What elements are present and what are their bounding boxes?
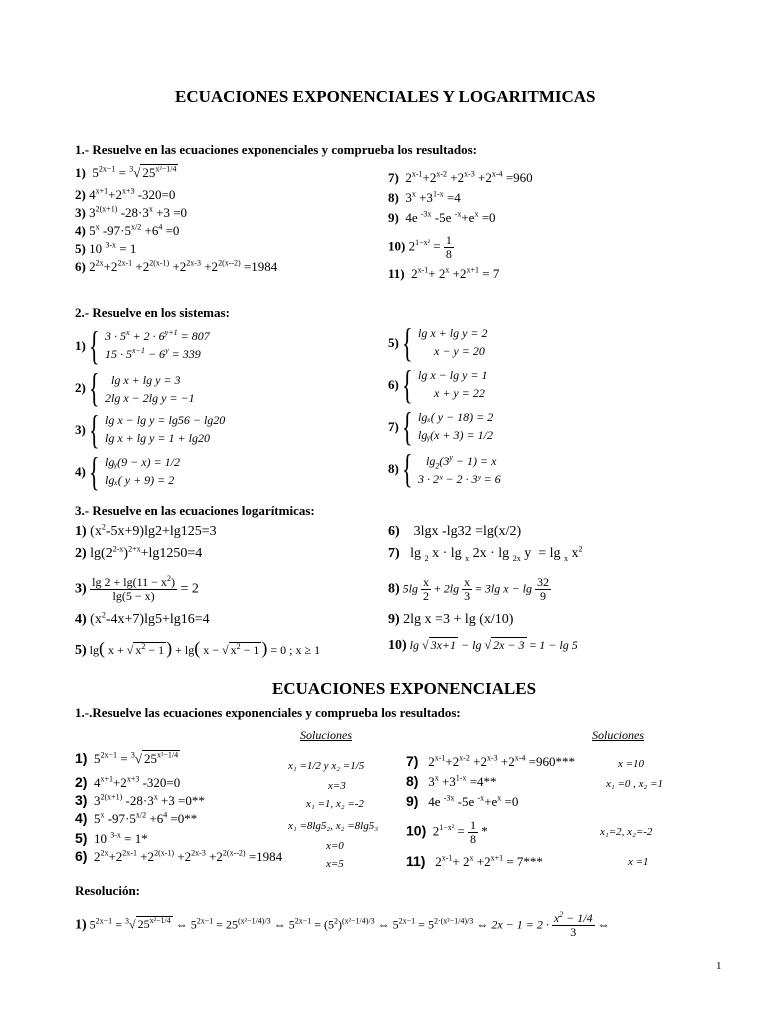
sec1-eq-2: 2) $4^{x+1}+2^{x+3}$ -320=0 bbox=[75, 186, 176, 202]
sec3-eq-1: 1) $(x^2-5x+9)\lg 2+\lg 125=3$ bbox=[75, 522, 217, 539]
sec4-eq-10: 10) $2^{1-x^2}$ = $\frac{1}{8}$ * bbox=[406, 818, 488, 846]
sec4-eq-1: 1) $5^{2x-1} = ^3√$ $25^{x^2-1/4}$ bbox=[75, 750, 179, 766]
sec4-right bbox=[406, 753, 575, 873]
sec4-sol-11: x =1 bbox=[628, 856, 649, 868]
section-2-heading: 2.- Resuelve en los sistemas: bbox=[75, 305, 230, 320]
sec1-eq-10: 10) $2^{1-x^2}$ = $\frac{1}{8}$ bbox=[388, 233, 452, 261]
sec1-eq-11: 11) $2^{x-1}+ 2^x +2^{x+1} = 7$ bbox=[388, 265, 500, 281]
resolution-step-1: 1) $5^{2x-1} = ^3√$ $25^{x^2-1/4}$ ⇔ $5^{2x-1} = 25^{(x^2-1/4)/3}$ ⇔ $5^{2x-1} = (5^2)^{(x^2-1/4)/3}$ ⇔ $5^{2x-1} = 5^{2\cdot(x^2-1/4)/3}$ ⇔ 2x − 1 = 2 · $\frac{x^2 - 1/4}{3}$ ⇔ bbox=[75, 910, 610, 939]
sec3-eq-7: 7) lg $_2$ x · lg $_x$ 2x · lg $_{2x}$ y = lg $_x$ $x^2$ bbox=[388, 544, 583, 563]
sec4-sol-6: x=5 bbox=[326, 858, 344, 870]
sec3-eq-2: 2) $\lg(2^{2-x})^{2+x}+\lg 1250=4$ bbox=[75, 544, 203, 561]
sec4-sol-1: x₁ =1/2 y x₂ =1/5 bbox=[288, 760, 365, 772]
sec4-eq-6: 6) $2^{2x}+2^{2x-1} +2^{2(x-1)} +2^{2x-3} +2^{2(x--2)} =1984$ bbox=[75, 848, 283, 864]
sec4-sol-5: x=0 bbox=[326, 840, 344, 852]
sec3-eq-10: 10) lg √ 3x+1 − lg √ 2x − 3 = 1 − lg 5 bbox=[388, 638, 578, 653]
sec3-eq-8: 8) 5lg $\frac{x}{2}$ + 2lg $\frac{x}{3}$ = 3lg x − lg $\frac{32}{9}$ bbox=[388, 575, 550, 603]
sec4-sol-8: x₁ =0 , x₂ =1 bbox=[606, 778, 664, 790]
sec4-eq-3: 3) $3^{2(x+1)}$ $-28\cdot 3^x +3 =0**$ bbox=[75, 792, 205, 808]
sec4-sol-4: x₁ =8lg5₂, x₂ =8lg5₃ bbox=[288, 820, 379, 832]
sec1-eq-5: 5) 10 $^{3-x}$ = 1 bbox=[75, 240, 137, 256]
sec1-eq-7: 7) $2^{x-1}+2^{x-2} +2^{x-3} +2^{x-4} =960$ bbox=[388, 169, 533, 185]
sec1-eq-4: 4) 5$^x$ $-97\cdot 5^{x/2} +6^4 =0$ bbox=[75, 222, 180, 238]
sec1-eq-8: 8) $3^x +3^{1-x} =4$ bbox=[388, 189, 461, 205]
sec4-sol-3: x₁ =1, x₂ =-2 bbox=[306, 798, 364, 810]
section-3-heading: 3.- Resuelve en las ecuaciones logarítmicas: bbox=[75, 503, 315, 518]
page-number: 1 bbox=[716, 960, 722, 972]
sec3-eq-3: 3) $\frac{\lg 2 + \lg(11 - x^2)}{\lg(5 - x)}$ = 2 bbox=[75, 574, 199, 603]
resolution-heading: Resolución: bbox=[75, 883, 140, 898]
document-page: ECUACIONES EXPONENCIALES Y LOGARITMICAS 1.- Resuelve en las ecuaciones exponenciales y comprueba los resultados: 1) $5^{2x-1} = ^3√$ $25^{x^2-1/4}$ 2) $4^{x+1}+2^{x+3}$ -320=0 3) $3^{2(x+1)}$ $-28\cdot 3^x +3 =0$ 4) 5$^x$ $-97\cdot 5^{x/2} +6^4 =0$ 5) 10 $^{3-x}$ = 1 6) $2^{2x}+2^{2x-1} +2^{2(x-1)} +2^{2x-3} +2^{2(x--2)} =1984$ 7) $2^{x-1}+2^{x-2} +2^{x-3} +2^{x-4} =960$ 8) $3^x +3^{1-x} =4$ 9) 4e $^{-3x}$ -5e $^{-x}+e^x =0$ 10) $2^{1-x^2}$ = $\frac{1}{8}$ 11) $2^{x-1}+ 2^x +2^{x+1} = 7$ 2.- Resuelve en los sistemas: 1) { $3 \cdot 5^x + 2 \cdot 6^{y+1} = 807$ $15 \cdot 5^{x-1} - 6^y = 339$ 2) { lg x + lg y = 3 2lg x − 2lg y = −1 3) { lg x − lg y = lg56 − lg20 lg x + lg y = 1 + lg20 4) { lgᵧ(9 − x) = 1/2 lgₓ( y + 9) = 2 5) { lg x + lg y = 2 x − y = 20 6) { lg x − lg y = 1 x + y = 22 7) { lgₓ( y − 18) = 2 lgᵧ(x + 3) = 1/2 8) { $\lg_2(3^y - 1) = x$ 3 · 2ˣ − 2 · 3ʸ = 6 3.- Resuelve en las ecuaciones logarítmicas: 1) $(x^2-5x+9)\lg 2+\lg 125=3$ 2) $\lg(2^{2-x})^{2+x}+\lg 1250=4$ 3) $\frac{\lg 2 + \lg(11 - x^2)}{\lg(5 - x)}$ = 2 4) $(x^2-4x+7)\lg 5+\lg 16=4$ 5) lg( x + √ $x^2 - 1$ ) + lg( x − √ $x^2 - 1$ ) = 0 ; x ≥ 1 6) 3lgx -lg32 =lg(x/2) 7) lg $_2$ x · lg $_x$ 2x · lg $_{2x}$ y = lg $_x$ $x^2$ 8) 5lg $\frac{x}{2}$ + 2lg $\frac{x}{3}$ = 3lg x − lg $\frac{32}{9}$ 9) 2lg x =3 + lg (x/10) 10) lg √ 3x+1 − lg √ 2x − 3 = 1 − lg 5 ECUACIONES EXPONENCIALES 1.-.Resuelve las ecuaciones exponenciales y comprueba los resultados: Soluciones Soluciones 1) $5^{2x-1} = ^3√$ $25^{x^2-1/4}$ 2) $4^{x+1}+2^{x+3}$ -320=0 3) $3^{2(x+1)}$ $-28\cdot 3^x +3 =0**$ 4) 5$^x$ $-97\cdot 5^{x/2} +6^4 =0**$ 5) 10 $^{3-x}$ = 1* 6) $2^{2x}+2^{2x-1} +2^{2(x-1)} +2^{2x-3} +2^{2(x--2)} =1984$ x₁ =1/2 y x₂ =1/5 x=3 x₁ =1, x₂ =-2 x₁ =8lg5₂, x₂ =8lg5₃ x=0 x=5 7) $2^{x-1}+2^{x-2} +2^{x-3} +2^{x-4} =960***$ 8) $3^x +3^{1-x} =4**$ 9) 4e $^{-3x}$ -5e $^{-x}+e^x =0$ 10) $2^{1-x^2}$ = $\frac{1}{8}$ * 11) $2^{x-1}+ 2^x +2^{x+1} = 7***$ x =10 x₁ =0 , x₂ =1 x₁=2, x₂=-2 x =1 Resolución: 1) $5^{2x-1} = ^3√$ $25^{x^2-1/4}$ ⇔ $5^{2x-1} = 25^{(x^2-1/4)/3}$ ⇔ $5^{2x-1} = (5^2)^{(x^2-1/4)/3}$ ⇔ $5^{2x-1} = 5^{2\cdot(x^2-1/4)/3}$ ⇔ 2x − 1 = 2 · $\frac{x^2 - 1/4}{3}$ ⇔ 1 bbox=[75, 87, 722, 972]
sec4-sol-10: x₁=2, x₂=-2 bbox=[600, 826, 653, 838]
sec1-right bbox=[388, 170, 533, 286]
sec1-eq-3: 3) $3^{2(x+1)}$ $-28\cdot 3^x +3 =0$ bbox=[75, 204, 188, 220]
sec4-eq-4: 4) 5$^x$ $-97\cdot 5^{x/2} +6^4 =0**$ bbox=[75, 810, 198, 826]
sec3-left bbox=[75, 524, 320, 662]
sec1-eq-6: 6) $2^{2x}+2^{2x-1} +2^{2(x-1)} +2^{2x-3} +2^{2(x--2)} =1984$ bbox=[75, 258, 278, 274]
sec4-eq-11: 11) $2^{x-1}+ 2^x +2^{x+1} = 7***$ bbox=[406, 853, 543, 869]
sec4-eq-9: 9) 4e $^{-3x}$ -5e $^{-x}+e^x =0$ bbox=[406, 793, 519, 809]
sec4-sol-7: x =10 bbox=[618, 758, 645, 770]
solutions-label-left: Soluciones bbox=[300, 728, 352, 742]
sec4-eq-2: 2) $4^{x+1}+2^{x+3}$ -320=0 bbox=[75, 774, 181, 790]
sec4-left bbox=[75, 750, 282, 866]
sec3-eq-5: 5) lg( x + √ $x^2 - 1$ ) + lg( x − √ $x^2 - 1$ ) = 0 ; x ≥ 1 bbox=[75, 638, 321, 658]
sec4-sol-2: x=3 bbox=[328, 780, 346, 792]
section-1-heading: 1.- Resuelve en las ecuaciones exponenciales y comprueba los resultados: bbox=[75, 142, 478, 157]
sec3-right bbox=[388, 524, 582, 662]
section-title-2: ECUACIONES EXPONENCIALES bbox=[272, 679, 537, 698]
sec3-eq-6: 6) 3lgx -lg32 =lg(x/2) bbox=[388, 524, 522, 539]
section-4-heading: 1.-.Resuelve las ecuaciones exponenciales y comprueba los resultados: bbox=[75, 705, 461, 720]
sec3-eq-4: 4) $(x^2-4x+7)\lg 5+\lg 16=4$ bbox=[75, 610, 210, 627]
sec4-eq-8: 8) $3^x +3^{1-x} =4**$ bbox=[406, 773, 497, 789]
sec1-left bbox=[75, 165, 277, 277]
page-title: ECUACIONES EXPONENCIALES Y LOGARITMICAS bbox=[175, 87, 596, 106]
sec4-eq-5: 5) 10 $^{3-x}$ = 1* bbox=[75, 830, 148, 846]
sec1-eq-1: 1) $5^{2x-1} = ^3√$ $25^{x^2-1/4}$ bbox=[75, 164, 177, 180]
sec3-eq-9: 9) 2lg x =3 + lg (x/10) bbox=[388, 612, 514, 627]
sec1-eq-9: 9) 4e $^{-3x}$ -5e $^{-x}+e^x =0$ bbox=[388, 209, 496, 225]
sec4-eq-7: 7) $2^{x-1}+2^{x-2} +2^{x-3} +2^{x-4} =960***$ bbox=[406, 753, 576, 769]
solutions-label-right: Soluciones bbox=[592, 728, 644, 742]
